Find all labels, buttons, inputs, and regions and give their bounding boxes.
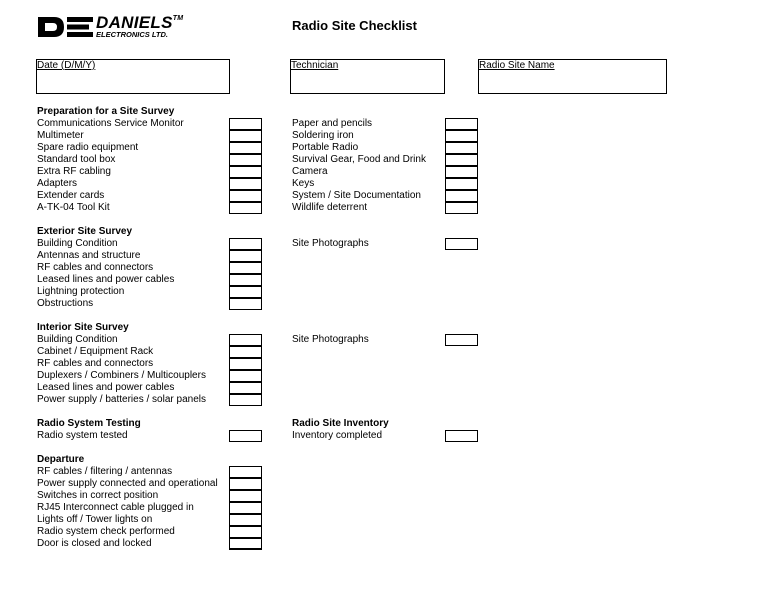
checkbox[interactable] [229, 478, 262, 490]
checklist-item: Communications Service Monitor [37, 118, 184, 129]
daniels-logo-mark-icon [36, 15, 94, 39]
checklist-item: Switches in correct position [37, 490, 159, 501]
checkbox[interactable] [445, 190, 478, 202]
logo-trademark: TM [172, 15, 184, 22]
checklist-item: Multimeter [37, 130, 84, 141]
checkbox[interactable] [229, 130, 262, 142]
checklist-item: Standard tool box [37, 154, 116, 165]
checkbox[interactable] [229, 142, 262, 154]
checkbox[interactable] [229, 178, 262, 190]
checklist-item: Lights off / Tower lights on [37, 514, 153, 525]
checkbox[interactable] [229, 118, 262, 130]
checklist-item: Power supply connected and operational [37, 478, 218, 489]
checklist-item: A-TK-04 Tool Kit [37, 202, 110, 213]
checkbox[interactable] [229, 430, 262, 442]
radio-site-name-field[interactable] [478, 59, 667, 94]
logo-subtitle: ELECTRONICS LTD. [96, 30, 168, 39]
checklist-item: Site Photographs [292, 238, 369, 249]
checklist-item: Duplexers / Combiners / Multicouplers [37, 370, 206, 381]
checkbox[interactable] [229, 298, 262, 310]
logo-name: DANIELS™ [96, 13, 184, 32]
checklist-item: Extender cards [37, 190, 105, 201]
checklist-item: RF cables and connectors [37, 262, 154, 273]
company-logo [36, 15, 186, 43]
checklist-item: System / Site Documentation [292, 190, 421, 201]
checkbox[interactable] [229, 466, 262, 478]
checklist-item: Keys [292, 178, 315, 189]
checkbox[interactable] [229, 190, 262, 202]
date-field[interactable] [36, 59, 230, 94]
date-label: Date (D/M/Y) [37, 60, 96, 71]
checkbox[interactable] [229, 358, 262, 370]
checkbox[interactable] [445, 202, 478, 214]
checklist-item: Leased lines and power cables [37, 274, 175, 285]
checklist-item: Building Condition [37, 334, 118, 345]
checkbox[interactable] [229, 538, 262, 550]
checkbox[interactable] [229, 262, 262, 274]
checklist-item: Inventory completed [292, 430, 383, 441]
checkbox[interactable] [445, 334, 478, 346]
checklist-item: Radio system check performed [37, 526, 175, 537]
checkbox[interactable] [229, 394, 262, 406]
radio-site-name-label: Radio Site Name [479, 60, 555, 71]
page-title: Radio Site Checklist [292, 18, 417, 33]
checkbox[interactable] [229, 202, 262, 214]
checkbox[interactable] [445, 430, 478, 442]
checklist-item: Paper and pencils [292, 118, 373, 129]
checklist-item: Site Photographs [292, 334, 369, 345]
checklist-item: Cabinet / Equipment Rack [37, 346, 154, 357]
checklist-item: Door is closed and locked [37, 538, 152, 549]
checklist-item: Leased lines and power cables [37, 382, 175, 393]
checkbox[interactable] [229, 166, 262, 178]
interior-heading: Interior Site Survey [37, 322, 129, 333]
technician-field[interactable] [290, 59, 445, 94]
checklist-item: Wildlife deterrent [292, 202, 368, 213]
exterior-heading: Exterior Site Survey [37, 226, 133, 237]
checkbox[interactable] [445, 238, 478, 250]
checkbox[interactable] [229, 346, 262, 358]
checkbox[interactable] [229, 490, 262, 502]
checkbox[interactable] [229, 502, 262, 514]
checklist-item: Lightning protection [37, 286, 125, 297]
preparation-heading: Preparation for a Site Survey [37, 106, 175, 117]
checklist-item: Obstructions [37, 298, 94, 309]
checkbox[interactable] [229, 514, 262, 526]
checklist-item: Soldering iron [292, 130, 354, 141]
checkbox[interactable] [229, 370, 262, 382]
checkbox[interactable] [445, 154, 478, 166]
checkbox[interactable] [445, 166, 478, 178]
checkbox[interactable] [229, 334, 262, 346]
checklist-item: RJ45 Interconnect cable plugged in [37, 502, 194, 513]
checkbox[interactable] [229, 250, 262, 262]
checkbox[interactable] [229, 274, 262, 286]
checklist-item: Extra RF cabling [37, 166, 111, 177]
checkbox[interactable] [229, 526, 262, 538]
checkbox[interactable] [229, 382, 262, 394]
checklist-item: Adapters [37, 178, 78, 189]
checklist-item: Camera [292, 166, 328, 177]
technician-label: Technician [291, 60, 339, 71]
checklist-item: Power supply / batteries / solar panels [37, 394, 206, 405]
checkbox[interactable] [445, 142, 478, 154]
checklist-item: Radio system tested [37, 430, 128, 441]
checklist-item: Survival Gear, Food and Drink [292, 154, 426, 165]
checklist-item: RF cables / filtering / antennas [37, 466, 173, 477]
checklist-item: Antennas and structure [37, 250, 141, 261]
checklist-item: RF cables and connectors [37, 358, 154, 369]
checklist-item: Portable Radio [292, 142, 359, 153]
departure-heading: Departure [37, 454, 85, 465]
checkbox[interactable] [445, 130, 478, 142]
checkbox[interactable] [229, 238, 262, 250]
inventory-heading: Radio Site Inventory [292, 418, 389, 429]
checkbox[interactable] [445, 118, 478, 130]
testing-heading: Radio System Testing [37, 418, 141, 429]
checkbox[interactable] [445, 178, 478, 190]
checklist-item: Spare radio equipment [37, 142, 139, 153]
checklist-item: Building Condition [37, 238, 118, 249]
checkbox[interactable] [229, 154, 262, 166]
checkbox[interactable] [229, 286, 262, 298]
